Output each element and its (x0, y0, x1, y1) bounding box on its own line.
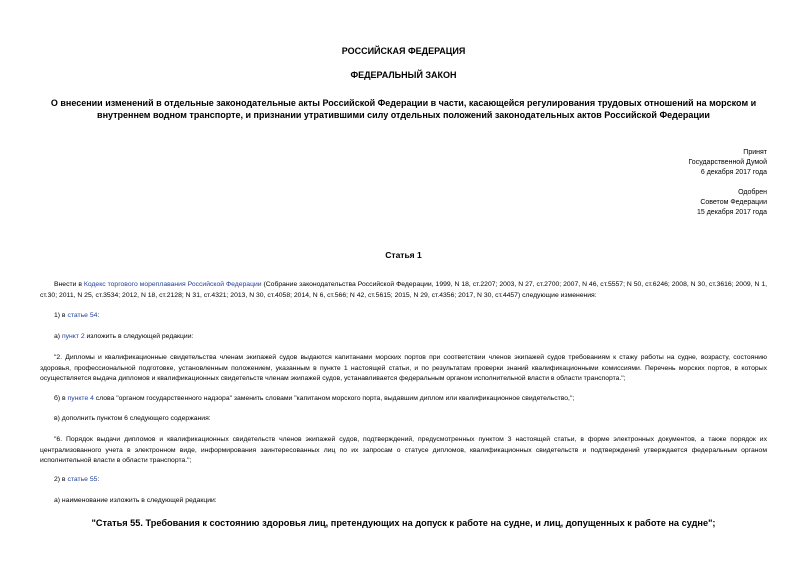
article-title: Статья 1 (385, 250, 422, 260)
adopted-line: Принят (743, 149, 767, 156)
quote-paragraph-2 (40, 353, 767, 385)
quote-paragraph-6 (40, 435, 767, 467)
item-1b-pre: б) в (54, 395, 68, 402)
article-intro (40, 280, 767, 301)
adopted-by: Государственной Думой (688, 159, 767, 166)
item-1b-post: слова "органом государственного надзора" заменить словами "капитаном морского порта, выдавшим диплом или квалификационное свидетельство,"; (93, 395, 575, 402)
item-1 (40, 311, 767, 322)
law-title: О внесении изменений в отдельные законодательные акты Российской Федерации в части, касающейся регулирования трудовых отношений на морском и внутреннем водном транспорте, и признании утратившими силу отдельных положений законодательных актов Российской Федерации (50, 98, 757, 120)
item-2-post: : (97, 476, 100, 483)
intro-text-pre: Внести в (54, 281, 84, 288)
approved-by: Советом Федерации (700, 199, 767, 206)
approved-block (697, 188, 767, 218)
item-1c (40, 414, 767, 425)
item-1c-text: в) дополнить пунктом 6 следующего содержания: (54, 415, 211, 422)
item-1b (40, 394, 767, 405)
article-54-link[interactable]: статье 54 (67, 312, 98, 319)
adopted-block (688, 148, 767, 178)
approved-line: Одобрен (738, 189, 767, 196)
approved-date: 15 декабря 2017 года (696, 209, 767, 216)
adopted-date: 6 декабря 2017 года (700, 169, 767, 176)
item-2a (40, 496, 767, 507)
item-1a-pre: а) (54, 333, 62, 340)
item-1a (40, 332, 767, 343)
paragraph-4-link[interactable]: пункте 4 (67, 395, 94, 402)
article-55-link[interactable]: статье 55 (67, 476, 98, 483)
country-heading: РОССИЙСКАЯ ФЕДЕРАЦИЯ (341, 46, 466, 56)
doc-type-heading: ФЕДЕРАЛЬНЫЙ ЗАКОН (350, 70, 457, 80)
item-1-pre: 1) в (54, 312, 68, 319)
item-2a-text: а) наименование изложить в следующей редакции: (54, 497, 217, 504)
item-1a-post: изложить в следующей редакции: (84, 333, 194, 340)
quote-2-text: "6. Порядок выдачи дипломов и квалификационных свидетельств членов экипажей судов, подтверждений, предусмотренных пунктом 3 настоящей статьи, в форме электронных документов, а также порядок их централизованного учета в электронном виде, информирования заинтересованных лиц по их запросам о статусе дипломов, квалификационных свидетельств и подтверждений утверждается федеральным органом исполнительной власти в области транспорта."; (40, 436, 767, 464)
paragraph-2-link[interactable]: пункт 2 (61, 333, 85, 340)
quote-1-text: "2. Дипломы и квалификационные свидетельства членам экипажей судов выдаются капитанами морских портов при соответствии членов экипажей судов требованиям к стажу работы на судне, возрасту, состоянию здоровья, профессиональной подготовке, установленным положением, указанным в пункте 1 настоящей статьи, и по результатам проверки знаний квалификационными комиссиями. Перечень морских портов, в которых осуществляется выдача дипломов и квалификационных свидетельств членам экипажей судов, устанавливается федеральным органом исполнительной власти в области транспорта."; (40, 354, 767, 382)
intro-text-post: (Собрание законодательства Российской Федерации, 1999, N 18, ст.2207; 2003, N 27, ст.2700; 2007, N 46, ст.5557; N 50, ст.6246; 2008, N 30, ст.3616; 2009, N 1, ст.30; 2011, N 25, ст.3534; 2012, N 18, ст.2128; N 31, ст.4321; 2013, N 30, ст.4058; 2014, N 6, ст.566; N 42, ст.5615; 2015, N 29, ст.4356; 2017, N 30, ст.4457) следующие изменения: (40, 281, 767, 299)
item-2-pre: 2) в (54, 476, 68, 483)
item-1-post: : (97, 312, 100, 319)
codex-link[interactable]: Кодекс торгового мореплавания Российской Федерации (83, 281, 262, 288)
item-2 (40, 475, 767, 486)
article-55-new-title: "Статья 55. Требования к состоянию здоровья лиц, претендующих на допуск к работе на судне, и лиц, допущенных к работе на судне"; (91, 518, 716, 528)
